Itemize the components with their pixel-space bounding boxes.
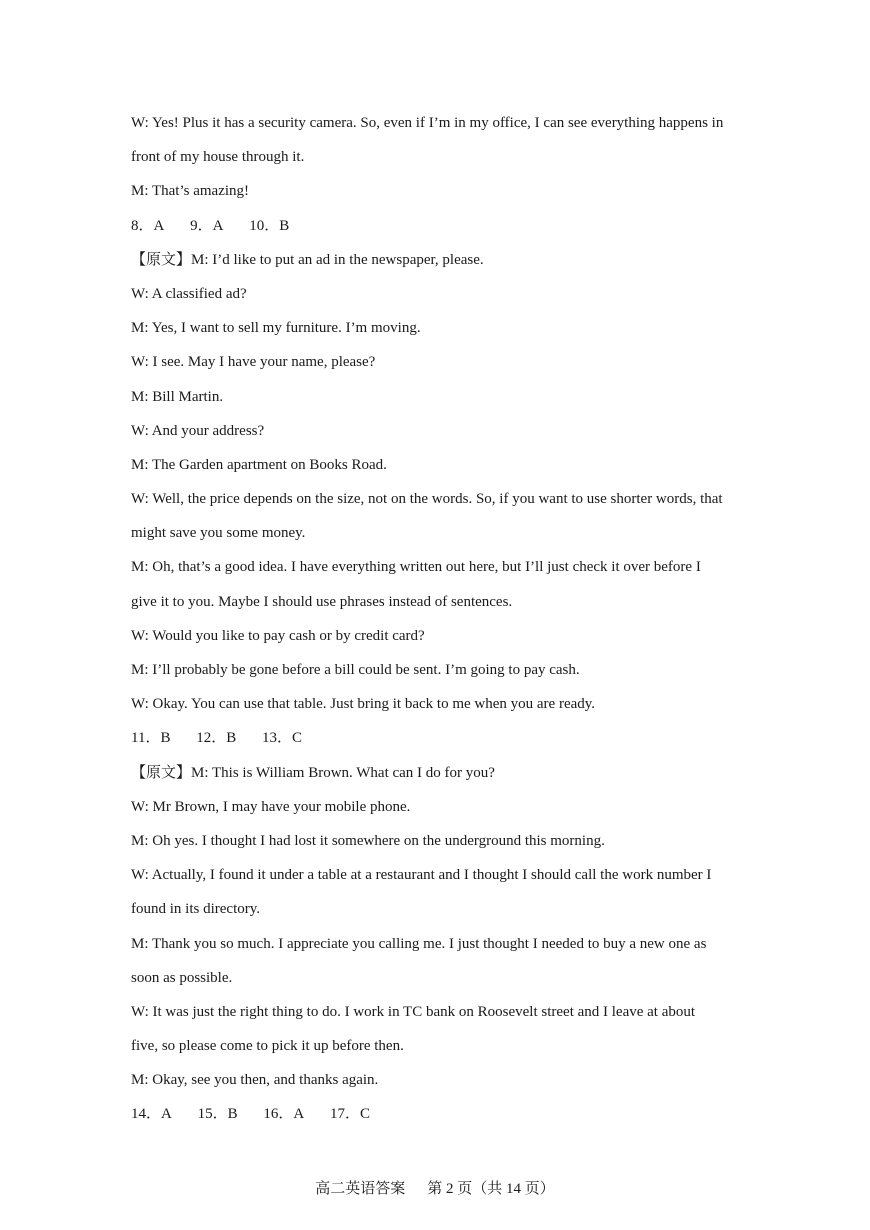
answer-item: 17．C bbox=[329, 1106, 370, 1123]
answer-item: 10．B bbox=[249, 217, 290, 234]
text-line: W: It was just the right thing to do. I work in TC bank on Roosevelt street and I leave at about bbox=[131, 1003, 696, 1020]
answer-line bbox=[131, 209, 746, 243]
answer-item: 8．A bbox=[131, 217, 165, 234]
answer-item: 14．A bbox=[131, 1106, 172, 1123]
text-line: five, so please come to pick it up before then. bbox=[131, 1038, 404, 1055]
text-line: might save you some money. bbox=[131, 525, 306, 542]
text-line: 【原文】M: This is William Brown. What can I do for you? bbox=[131, 764, 495, 781]
text-line: W: Mr Brown, I may have your mobile phone. bbox=[131, 798, 411, 815]
text-line: W: Yes! Plus it has a security camera. So, even if I’m in my office, I can see everything happens in bbox=[131, 115, 724, 131]
answer-item: 12．B bbox=[196, 730, 237, 747]
answer-item: 9．A bbox=[190, 217, 224, 234]
text-line: give it to you. Maybe I should use phrases instead of sentences. bbox=[131, 593, 513, 610]
text-line: found in its directory. bbox=[131, 901, 261, 918]
text-line: M: Yes, I want to sell my furniture. I’m moving. bbox=[131, 320, 421, 337]
text-line: M: The Garden apartment on Books Road. bbox=[131, 456, 387, 473]
text-line: W: Okay. You can use that table. Just bring it back to me when you are ready. bbox=[131, 696, 596, 713]
text-line: M: Oh yes. I thought I had lost it somewhere on the underground this morning. bbox=[131, 832, 605, 849]
text-line: W: And your address? bbox=[131, 422, 265, 439]
text-line: soon as possible. bbox=[131, 969, 233, 986]
answer-item: 16．A bbox=[263, 1106, 305, 1123]
transcript-content bbox=[131, 106, 746, 1132]
text-line: 【原文】M: I’d like to put an ad in the newspaper, please. bbox=[131, 251, 484, 268]
text-line: W: A classified ad? bbox=[131, 285, 247, 302]
text-line: M: Oh, that’s a good idea. I have everything written out here, but I’ll just check it over before I bbox=[131, 559, 701, 576]
text-line: W: Well, the price depends on the size, not on the words. So, if you want to use shorter words, that bbox=[131, 491, 723, 508]
text-line: W: Would you like to pay cash or by credit card? bbox=[131, 627, 425, 644]
footer-title: 高二英语答案 bbox=[315, 1181, 406, 1197]
answer-item: 11．B bbox=[131, 730, 171, 747]
text-line: M: Okay, see you then, and thanks again. bbox=[131, 1072, 379, 1089]
page-number: 第 2 页（共 14 页） bbox=[427, 1181, 555, 1197]
text-line: M: I’ll probably be gone before a bill could be sent. I’m going to pay cash. bbox=[131, 662, 580, 678]
answer-item: 15．B bbox=[197, 1106, 238, 1123]
text-line: M: Thank you so much. I appreciate you calling me. I just thought I needed to buy a new one as bbox=[131, 935, 707, 952]
answer-line bbox=[131, 1097, 746, 1131]
page-footer bbox=[0, 1179, 870, 1199]
text-line: W: I see. May I have your name, please? bbox=[131, 354, 376, 371]
answer-line bbox=[131, 721, 746, 755]
answer-item: 13．C bbox=[261, 730, 302, 747]
text-line: M: That’s amazing! bbox=[131, 183, 250, 200]
text-line: M: Bill Martin. bbox=[131, 388, 224, 405]
text-line: W: Actually, I found it under a table at a restaurant and I thought I should call the work number I bbox=[131, 867, 712, 884]
text-line: front of my house through it. bbox=[131, 149, 305, 166]
